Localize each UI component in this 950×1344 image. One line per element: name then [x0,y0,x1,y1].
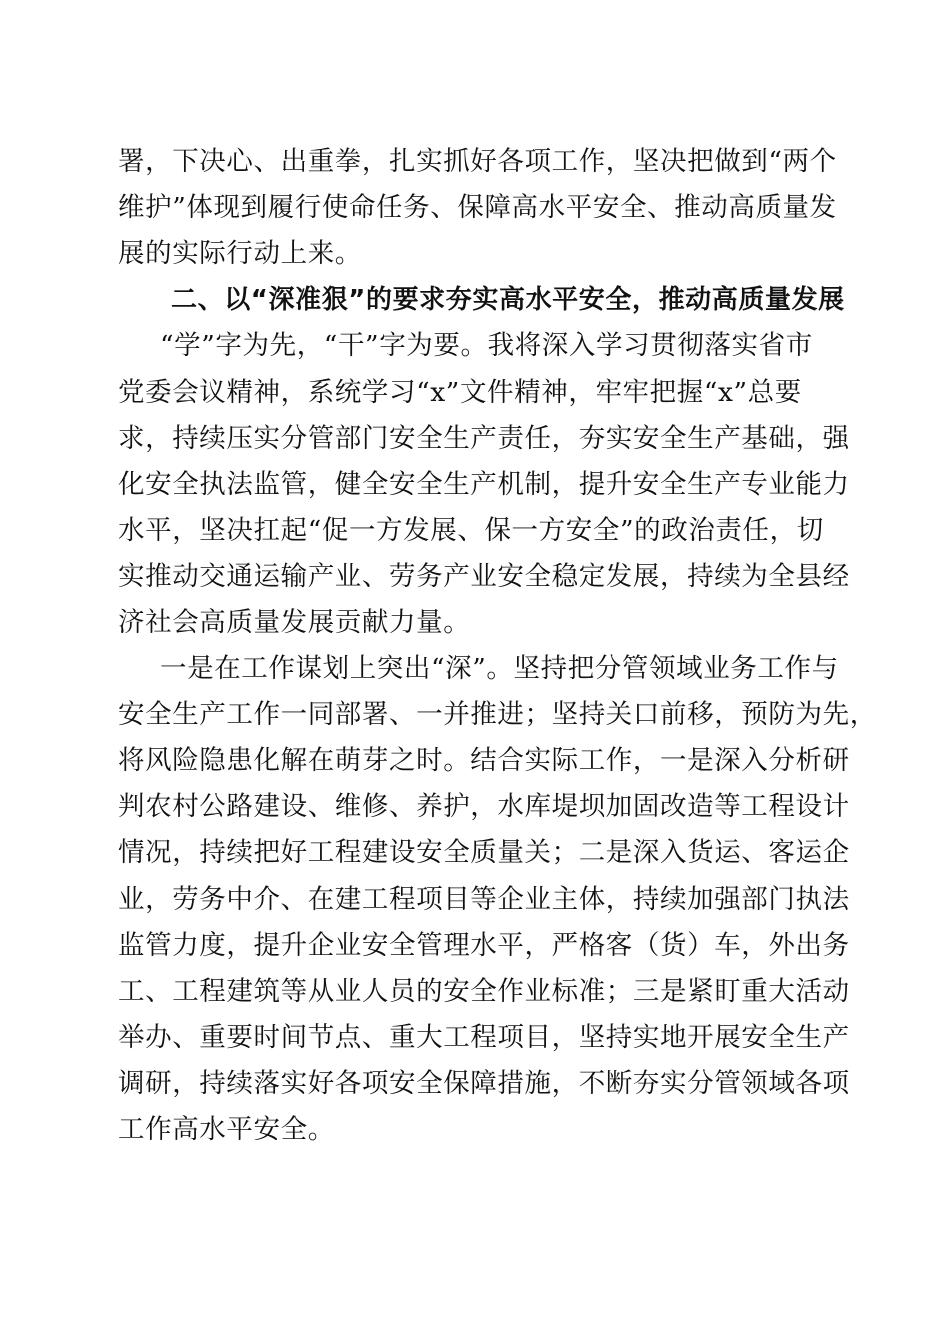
text-line: 情况，持续把好工程建设安全质量关；二是深入货运、客运企 [118,837,850,868]
text-line: 工作高水平安全。 [118,1114,335,1145]
section-heading: 二、以“深准狠”的要求夯实高水平安全，推动高质量发展 [171,285,845,315]
text-line: 济社会高质量发展贡献力量。 [118,607,471,638]
text-line: 工、工程建筑等从业人员的安全作业标准；三是紧盯重大活动 [118,976,850,1007]
text-line: 实推动交通运输产业、劳务产业安全稳定发展，持续为全县经 [118,561,850,592]
text-line: 将风险隐患化解在萌芽之时。结合实际工作，一是深入分析研 [118,745,850,776]
text-line: 维护”体现到履行使命任务、保障高水平安全、推动高质量发 [118,192,837,223]
text-line: 求，持续压实分管部门安全生产责任，夯实安全生产基础，强 [118,423,850,454]
text-line: 调研，持续落实好各项安全保障措施，不断夯实分管领域各项 [118,1068,850,1099]
text-line: 业，劳务中介、在建工程项目等企业主体，持续加强部门执法 [118,884,850,915]
text-line: 展的实际行动上来。 [118,238,362,269]
text-line: 党委会议精神，系统学习“x”文件精神，牢牢把握“x”总要 [118,377,802,408]
text-line: 一是在工作谋划上突出“深”。坚持把分管领域业务工作与 [160,653,839,684]
text-line: 监管力度，提升企业安全管理水平，严格客（货）车，外出务 [118,930,850,961]
text-line: 举办、重要时间节点、重大工程项目，坚持实地开展安全生产 [118,1022,850,1053]
text-line: 水平，坚决扛起“促一方发展、保一方安全”的政治责任，切 [118,515,824,546]
text-line: 判农村公路建设、维修、养护，水库堤坝加固改造等工程设计 [118,791,850,822]
text-line: 署，下决心、出重拳，扎实抓好各项工作，坚决把做到“两个 [118,146,837,177]
text-line: “学”字为先，“干”字为要。我将深入学习贯彻落实省市 [160,330,813,361]
text-line: 化安全执法监管，健全安全生产机制，提升安全生产专业能力 [118,469,850,500]
text-line: 安全生产工作一同部署、一并推进；坚持关口前移，预防为先， [118,699,877,730]
